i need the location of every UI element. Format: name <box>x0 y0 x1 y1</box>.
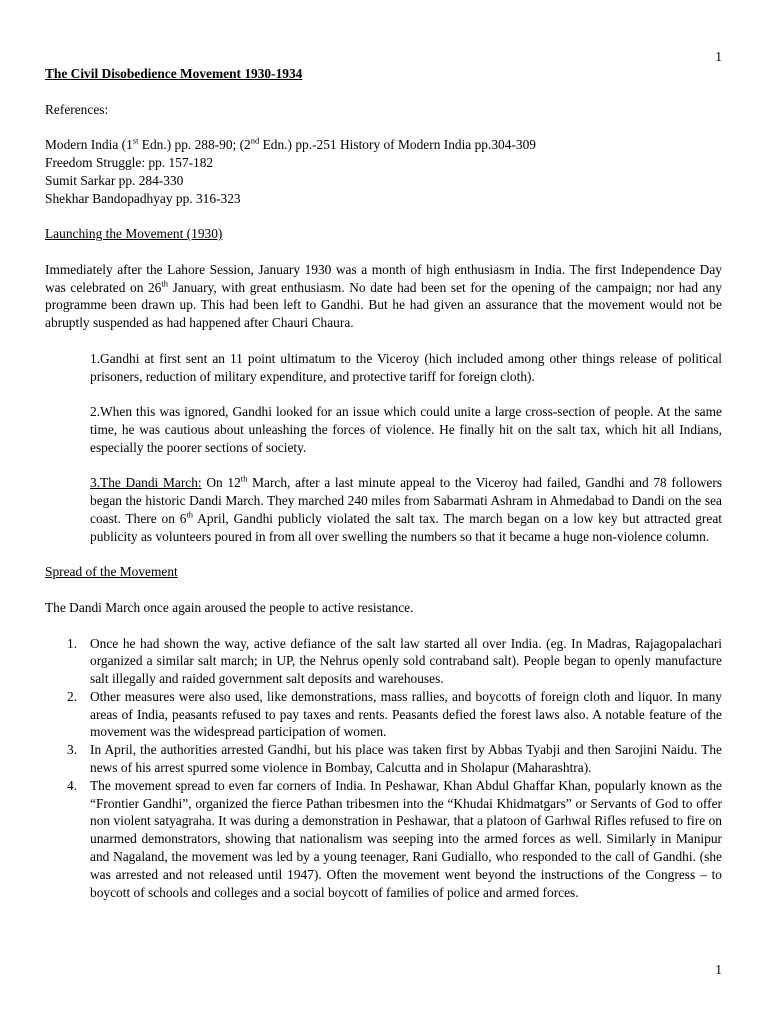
launching-intro-paragraph: Immediately after the Lahore Session, January 1930 was a month of high enthusiasm in India. The first Independence Day was celebrated on 26th January, with great enthusiasm. No date had been set for the opening of the campaign; nor had any programme been drawn up. This had been left to Gandhi. But he had given an assurance that the movement would not be abruptly suspended as had happened after Chauri Chaura. <box>45 261 722 331</box>
page-number-bottom: 1 <box>715 962 722 977</box>
dandi-march-label: 3.The Dandi March: <box>90 475 202 491</box>
section-heading-spread: Spread of the Movement <box>45 564 178 580</box>
reference-line-3: Sumit Sarkar pp. 284-330 <box>45 172 184 188</box>
launching-point-2: 2.When this was ignored, Gandhi looked for an issue which could unite a large cross-section of people. At the same time, he was cautious about unleashing the forces of violence. He finally hit on the salt tax, which hit all Indians, especially the poorer sections of society. <box>90 404 722 455</box>
launching-point-1: 1.Gandhi at first sent an 11 point ultimatum to the Viceroy (hich included among other things release of political prisoners, reduction of military expenditure, and protective tariff for foreign cloth). <box>90 350 722 384</box>
reference-line-4: Shekhar Bandopadhyay pp. 316-323 <box>45 190 241 206</box>
list-item: 2. Other measures were also used, like demonstrations, mass rallies, and boycotts of foreign cloth and liquor. In many areas of India, peasants refused to pay taxes and rents. Peasants defied the forest laws also. A notable feature of the movement was the widespread participation of women. <box>67 688 722 740</box>
reference-line-1: Modern India (1st Edn.) pp. 288-90; (2nd Edn.) pp.-251 History of Modern India pp.304-309 <box>45 135 536 153</box>
document-body <box>45 65 722 901</box>
page-number-top: 1 <box>715 49 722 64</box>
list-item: 1. Once he had shown the way, active defiance of the salt law started all over India. (eg. In Madras, Rajagopalachari organized a similar salt march; in UP, the Nehrus openly sold contraband salt). People began to openly manufacture salt illegally and raided government salt deposits and warehouses. <box>67 635 722 687</box>
launching-point-3: 3.The Dandi March: On 12th March, after a last minute appeal to the Viceroy had failed, Gandhi and 78 followers began the historic Dandi March. They marched 240 miles from Sabarmati Ashram in Ahmedabad to Dandi on the sea coast. There on 6th April, Gandhi publicly violated the salt tax. The march began on a low key but attracted great publicity as volunteers poured in from all over swelling the numbers so that it became a huge non-violence column. <box>90 473 722 544</box>
spread-numbered-list <box>45 635 722 902</box>
spread-intro-paragraph: The Dandi March once again aroused the people to active resistance. <box>45 599 414 615</box>
list-item: 4. The movement spread to even far corners of India. In Peshawar, Khan Abdul Ghaffar Khan, popularly known as the “Frontier Gandhi”, organized the fierce Pathan tribesmen into the “Khudai Khidmatgars” or Servants of God to offer non violent satyagraha. It was during a demonstration in Peshawar, that a platoon of Garhwal Rifles refused to fire on unarmed demonstrators, showing that nationalism was seeping into the armed forces as well. Similarly in Manipur and Nagaland, the movement was led by a young teenager, Rani Gudiallo, who responded to the call of Gandhi. (she was arrested and not released until 1947). Often the movement went beyond the instructions of the Congress – to boycott of schools and colleges and a social boycott of families of police and armed forces. <box>67 777 722 900</box>
document-title: The Civil Disobedience Movement 1930-1934 <box>45 66 303 81</box>
references-heading: References: <box>45 101 109 117</box>
section-heading-launching: Launching the Movement (1930) <box>45 226 223 242</box>
list-item: 3. In April, the authorities arrested Gandhi, but his place was taken first by Abbas Tyabji and then Sarojini Naidu. The news of his arrest spurred some violence in Bombay, Calcutta and in Sholapur (Maharashtra). <box>67 742 722 776</box>
reference-line-2: Freedom Struggle: pp. 157-182 <box>45 154 214 170</box>
